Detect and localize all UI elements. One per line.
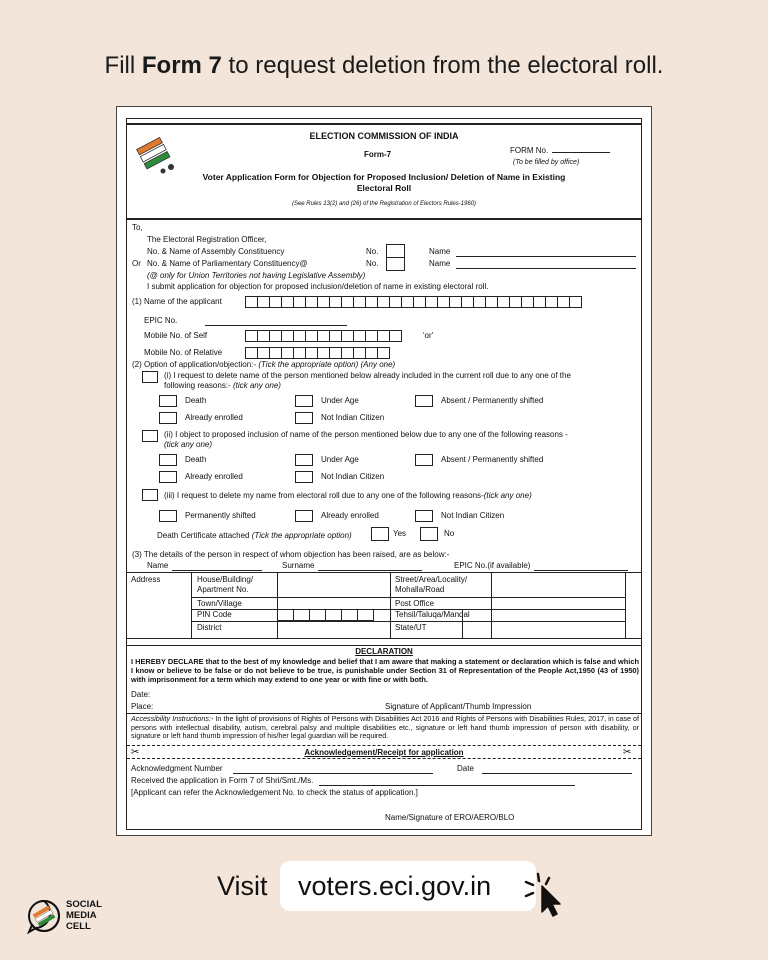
epic-label: EPIC No. (144, 316, 178, 325)
ero-label: The Electoral Registration Officer, (147, 235, 267, 244)
form-name: Form-7 (364, 150, 392, 159)
address-label: Address (131, 575, 161, 584)
opt2-not-indian[interactable]: Not Indian Citizen (295, 471, 384, 483)
option-3-checkbox[interactable] (142, 489, 158, 501)
opt2-under-age[interactable]: Under Age (295, 454, 359, 466)
headline: Fill Form 7 to request deletion from the electoral roll. (104, 52, 664, 79)
social-media-cell-text: SOCIAL MEDIA CELL (66, 899, 102, 932)
pin-label: PIN Code (197, 610, 232, 619)
parliamentary-no-box[interactable] (386, 257, 405, 271)
form-header (127, 123, 641, 220)
applicant-name-label: (1) Name of the applicant (132, 297, 222, 306)
social-media-cell-logo-icon (26, 898, 62, 934)
signature-label: Signature of Applicant/Thumb Impression (385, 702, 532, 711)
declaration-text: I HEREBY DECLARE that to the best of my knowledge and belief that I am aware that making a statement or declaration which is false and which I know or believe to be false or do not believe to be true, is punishable under Section 31 of Representation of the People Act,1950 (43 of 1950) with imprisonment for a term which may extend to one year or with fine or with both. (131, 657, 639, 684)
option-heading: (2) Option of application/objection:- (Tick the appropriate option) (Any one) (132, 360, 396, 369)
death-cert-label: Death Certificate attached (Tick the appropriate option) (157, 531, 352, 540)
opt3-not-indian[interactable]: Not Indian Citizen (415, 510, 504, 522)
ack-number[interactable]: Acknowledgment Number (131, 764, 433, 774)
website-link[interactable]: voters.eci.gov.in (298, 871, 492, 901)
pin-cells[interactable] (277, 609, 373, 621)
death-cert-no[interactable]: No (420, 527, 454, 541)
opt3-perm-shifted[interactable]: Permanently shifted (159, 510, 256, 522)
parliamentary-no: No. (366, 259, 379, 268)
mobile-relative-label: Mobile No. of Relative (144, 348, 223, 357)
or-quote: 'or' (423, 331, 434, 340)
option-2-text: (ii) I object to proposed inclusion of name of the person mentioned below due to any one of the following reasons - (tick any one) (164, 430, 568, 449)
option-2-checkbox[interactable] (142, 430, 158, 442)
tehsil-label: Tehsil/Taluqa/Mandal (395, 610, 470, 619)
parliamentary-label: No. & Name of Parliamentary Constituency@ (147, 259, 308, 268)
cursor-click-icon (520, 872, 570, 918)
opt1-death[interactable]: Death (159, 395, 206, 407)
assembly-label: No. & Name of Assembly Constituency (147, 247, 285, 256)
to-label: To, (132, 223, 143, 232)
mobile-relative-cells[interactable] (245, 347, 389, 359)
opt1-not-indian[interactable]: Not Indian Citizen (295, 412, 384, 424)
opt2-death[interactable]: Death (159, 454, 206, 466)
town-label: Town/Village (197, 599, 242, 608)
opt1-already-enrolled[interactable]: Already enrolled (159, 412, 243, 424)
person-epic[interactable]: EPIC No.(if available) (454, 561, 628, 571)
assembly-name[interactable]: Name (429, 247, 636, 257)
details-heading: (3) The details of the person in respect of whom objection has been raised, are as below:- (132, 550, 450, 559)
ack-title: Acknowledgement/Receipt for application (304, 748, 464, 757)
date-label: Date: (131, 690, 151, 699)
district-label: District (197, 623, 222, 632)
opt2-absent[interactable]: Absent / Permanently shifted (415, 454, 543, 466)
option-3-text: (iii) I request to delete my name from electoral roll due to any one of the following reasons-(tick any one) (164, 491, 532, 500)
accessibility-instructions: Accessibility Instructions:- In the light of provisions of Rights of Persons with Disabilities Act 2016 and Rights of Persons with Disabilities Rules, 2017, in case of persons with intellectual disability, autism, cerebral palsy and multiple disabilities etc., signature or left hand thumb impression of person with disability, or signature or left hand thumb impression of his/her legal guardian will be required. (131, 714, 639, 741)
rules-note: (See Rules 13(2) and (26) of the Registration of Electors Rules-1960) (291, 201, 477, 207)
form-title: Voter Application Form for Objection for Proposed Inclusion/ Deletion of Name in Existing Electoral Roll (202, 172, 566, 194)
submit-line: I submit application for objection for proposed inclusion/deletion of name in existing electoral roll. (147, 282, 489, 291)
death-cert-yes[interactable]: Yes (371, 527, 406, 541)
person-surname[interactable]: Surname (282, 561, 422, 571)
street-label: Street/Area/Locality/ Mohalla/Road (395, 575, 468, 594)
epic-field[interactable] (205, 316, 347, 326)
house-label: House/Building/ Apartment No. (197, 575, 254, 594)
visit-label: Visit (217, 871, 268, 901)
or-label: Or (132, 259, 141, 268)
office-note: (To be filled by office) (513, 159, 580, 166)
form-7 (126, 118, 642, 830)
form-number: FORM No. (510, 146, 610, 156)
opt1-under-age[interactable]: Under Age (295, 395, 359, 407)
person-name[interactable]: Name (147, 561, 262, 571)
opt2-already-enrolled[interactable]: Already enrolled (159, 471, 243, 483)
opt3-already-enrolled[interactable]: Already enrolled (295, 510, 379, 522)
form-document (116, 106, 652, 836)
option-1-checkbox[interactable] (142, 371, 158, 383)
ack-date[interactable]: Date (457, 764, 632, 774)
received-line[interactable]: Received the application in Form 7 of Shri/Smt./Ms. (131, 776, 575, 786)
mobile-self-cells[interactable] (245, 330, 401, 342)
headline-bold: Form 7 (141, 52, 222, 79)
post-office-label: Post Office (395, 599, 434, 608)
place-label: Place: (131, 702, 154, 711)
mobile-self-label: Mobile No. of Self (144, 331, 208, 340)
ero-signature: Name/Signature of ERO/AERO/BLO (385, 813, 515, 822)
applicant-name-cells[interactable] (245, 296, 581, 308)
status-note: [Applicant can refer the Acknowledgement No. to check the status of application.] (131, 788, 418, 797)
assembly-no: No. (366, 247, 379, 256)
option-1-text: (i) I request to delete name of the person mentioned below already included in the current roll due to any one of the following reasons:- (tick any one) (164, 371, 571, 390)
parliamentary-name[interactable]: Name (429, 259, 636, 269)
opt1-absent[interactable]: Absent / Permanently shifted (415, 395, 543, 407)
state-label: State/UT (395, 623, 427, 632)
commission-title: ELECTION COMMISSION OF INDIA (309, 131, 459, 141)
assembly-no-box[interactable] (386, 244, 405, 258)
scissors-left-icon: ✂ (131, 747, 140, 758)
ut-note: (@ only for Union Territories not having Legislative Assembly) (147, 271, 366, 280)
scissors-right-icon: ✂ (623, 747, 632, 758)
declaration-title: DECLARATION (355, 647, 413, 656)
